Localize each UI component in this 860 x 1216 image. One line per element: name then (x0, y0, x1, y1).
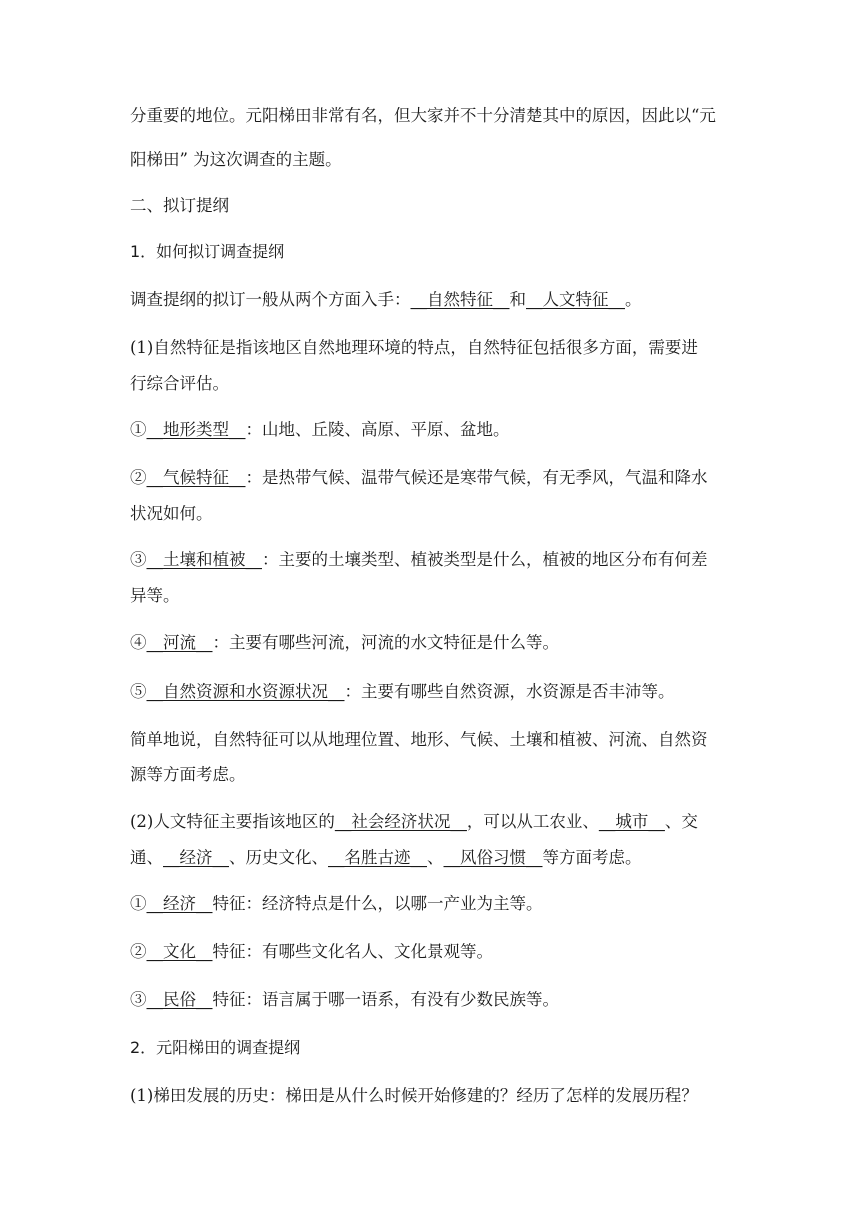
answer-blank: __土壤和植被__ (146, 550, 262, 569)
item-number: ① (130, 420, 147, 439)
section-title: 二、拟订提纲 (130, 196, 229, 215)
summary-line-1: 简单地说，自然特征可以从地理位置、地形、气候、土壤和植被、河流、自然资 (130, 730, 708, 749)
human-text: 等方面考虑。 (542, 848, 642, 867)
human-text: ，可以从工农业、 (466, 812, 599, 831)
item-text: ：是热带气候、温带气候还是寒带气候，有无季风，气温和降水 (245, 468, 708, 487)
answer-blank: __地形类型__ (146, 420, 246, 439)
natural-item-4 (130, 633, 559, 653)
heading-how-to-draft-outline: 1．如何拟订调查提纲 (130, 242, 285, 261)
natural-item-3 (130, 550, 708, 570)
human-item-3 (130, 990, 559, 1010)
human-item-1 (130, 894, 543, 914)
item-text: ：山地、丘陵、高原、平原、盆地。 (245, 420, 510, 439)
item-text: 特征：经济特点是什么，以哪一产业为主等。 (212, 894, 543, 913)
human-features-line-1 (130, 812, 698, 832)
answer-blank: __社会经济状况__ (334, 812, 467, 831)
intro-end: 。 (625, 290, 642, 309)
natural-features-line-2: 行综合评估。 (130, 374, 229, 393)
item-number: ④ (130, 633, 147, 652)
answer-blank: __民俗__ (146, 990, 213, 1009)
answer-blank: __风俗习惯__ (443, 848, 543, 867)
human-features-line-2 (130, 848, 642, 868)
natural-item-1 (130, 420, 510, 440)
item-number: ③ (130, 550, 147, 569)
item-number: ① (130, 894, 147, 913)
natural-item-5 (130, 682, 675, 702)
summary-line-2: 源等方面考虑。 (130, 765, 246, 784)
answer-blank-human: __人文特征__ (526, 290, 625, 309)
item-text: ：主要有哪些自然资源，水资源是否丰沛等。 (344, 682, 675, 701)
item-text: 特征：语言属于哪一语系，有没有少数民族等。 (212, 990, 559, 1009)
human-item-2 (130, 942, 493, 962)
answer-blank-natural: __自然特征__ (410, 290, 510, 309)
human-text: 、 (427, 848, 444, 867)
history-question: (1)梯田发展的历史：梯田是从什么时候开始修建的？经历了怎样的发展历程？ (130, 1086, 698, 1105)
human-text: (2)人文特征主要指该地区的 (130, 812, 335, 831)
natural-item-2-continuation: 状况如何。 (130, 504, 213, 523)
item-number: ② (130, 942, 147, 961)
answer-blank: __文化__ (146, 942, 213, 961)
human-text: 、交 (664, 812, 698, 831)
intro-line (130, 290, 642, 310)
item-text: 特征：有哪些文化名人、文化景观等。 (212, 942, 493, 961)
item-text: ：主要的土壤类型、植被类型是什么，植被的地区分布有何差 (262, 550, 708, 569)
intro-and: 和 (509, 290, 526, 309)
answer-blank: __自然资源和水资源状况__ (146, 682, 345, 701)
answer-blank: __气候特征__ (146, 468, 246, 487)
answer-blank: __经济__ (146, 894, 213, 913)
answer-blank: __城市__ (598, 812, 665, 831)
item-number: ③ (130, 990, 147, 1009)
natural-features-line-1: (1)自然特征是指该地区自然地理环境的特点，自然特征包括很多方面，需要进 (130, 338, 698, 357)
answer-blank: __河流__ (146, 633, 213, 652)
item-number: ⑤ (130, 682, 147, 701)
intro-text: 调查提纲的拟订一般从两个方面入手： (130, 290, 411, 309)
answer-blank: __名胜古迹__ (328, 848, 427, 867)
natural-item-3-continuation: 异等。 (130, 586, 180, 605)
answer-blank: __经济__ (163, 848, 229, 867)
item-number: ② (130, 468, 147, 487)
paragraph-continuation-line-1: 分重要的地位。元阳梯田非常有名，但大家并不十分清楚其中的原因，因此以“元 (130, 106, 716, 125)
item-text: ：主要有哪些河流，河流的水文特征是什么等。 (212, 633, 559, 652)
natural-item-2 (130, 468, 708, 488)
human-text: 通、 (130, 848, 163, 867)
human-text: 、历史文化、 (229, 848, 328, 867)
paragraph-continuation-line-2: 阳梯田” 为这次调查的主题。 (130, 150, 342, 169)
heading-yuanyang-outline: 2．元阳梯田的调查提纲 (130, 1038, 301, 1057)
